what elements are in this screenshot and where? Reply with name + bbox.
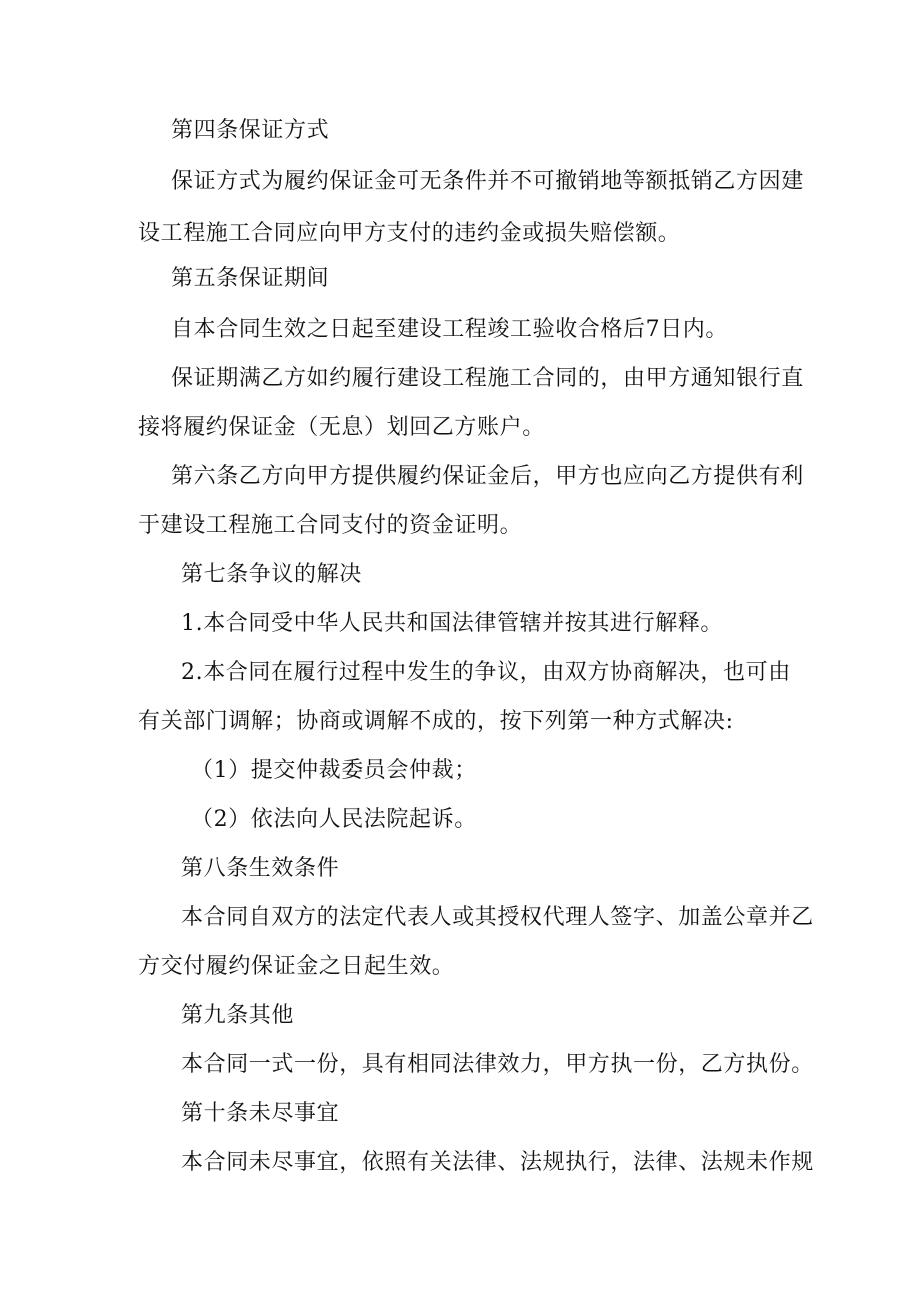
article-9-heading: 第九条其他: [181, 1003, 295, 1028]
article-8-text-line-1: 本合同自双方的法定代表人或其授权代理人签字、加盖公章并乙: [181, 905, 814, 930]
article-7-item-2-line-1: 2.本合同在履行过程中发生的争议，由双方协商解决，也可由: [181, 660, 791, 685]
article-6-text-line-2: 于建设工程施工合同支付的资金证明。: [138, 513, 523, 538]
article-7-item-2-line-2: 有关部门调解；协商或调解不成的，按下列第一种方式解决:: [138, 709, 734, 734]
article-5-heading: 第五条保证期间: [171, 266, 330, 291]
article-4-text-line-1: 保证方式为履约保证金可无条件并不可撤销地等额抵销乙方因建: [171, 169, 804, 194]
article-6-text-line-1: 第六条乙方向甲方提供履约保证金后，甲方也应向乙方提供有利: [171, 464, 804, 489]
article-10-text-line-1: 本合同未尽事宜，依照有关法律、法规执行，法律、法规未作规: [181, 1150, 814, 1175]
article-9-text: 本合同一式一份，具有相同法律效力，甲方执一份，乙方执份。: [181, 1052, 814, 1077]
article-7-heading: 第七条争议的解决: [181, 562, 362, 587]
article-7-option-1: （1）提交仲裁委员会仲裁；: [191, 758, 477, 783]
article-5-text-line-2: 保证期满乙方如约履行建设工程施工合同的，由甲方通知银行直: [171, 366, 804, 391]
article-8-heading: 第八条生效条件: [181, 856, 340, 881]
article-7-option-2: （2）依法向人民法院起诉。: [191, 807, 477, 832]
article-5-text-line-3: 接将履约保证金（无息）划回乙方账户。: [138, 415, 545, 440]
article-5-text-line-1: 自本合同生效之日起至建设工程竣工验收合格后7日内。: [171, 317, 728, 342]
article-10-heading: 第十条未尽事宜: [181, 1101, 340, 1126]
article-4-heading: 第四条保证方式: [171, 118, 330, 143]
article-4-text-line-2: 设工程施工合同应向甲方支付的违约金或损失赔偿额。: [138, 221, 681, 246]
article-8-text-line-2: 方交付履约保证金之日起生效。: [138, 954, 455, 979]
article-7-item-1: 1.本合同受中华人民共和国法律管辖并按其进行解释。: [181, 611, 723, 636]
